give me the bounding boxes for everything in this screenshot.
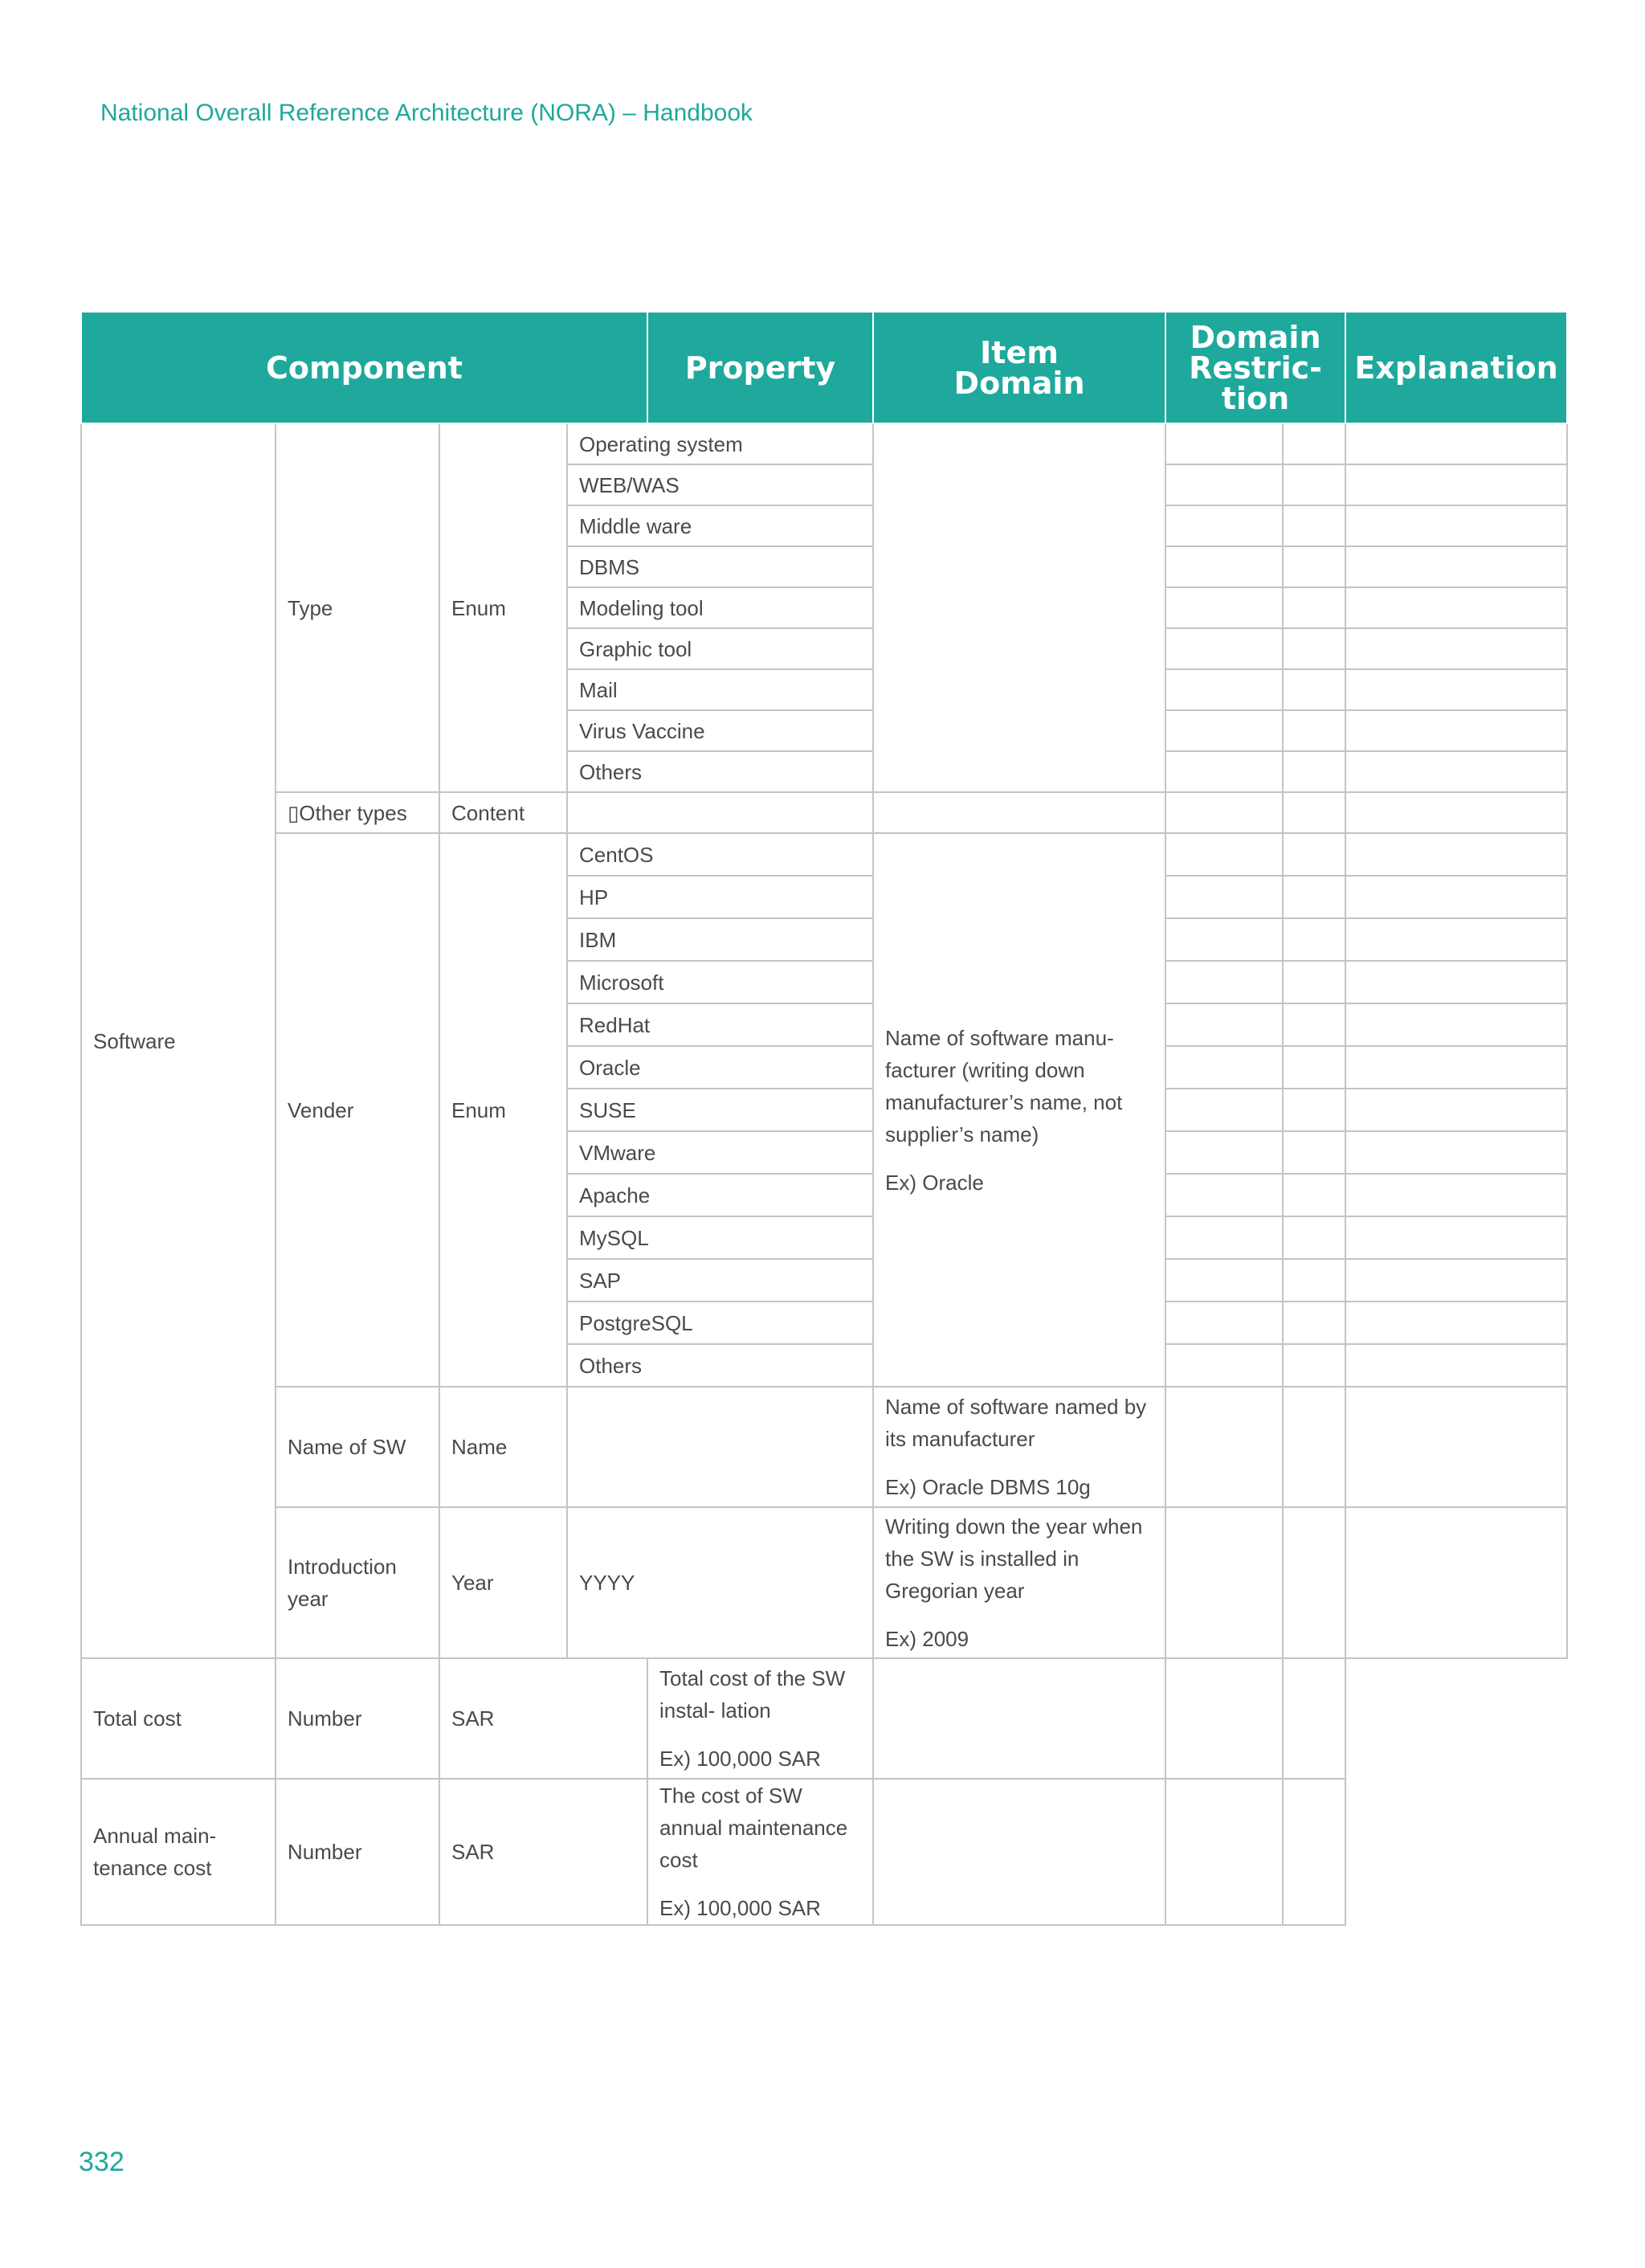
vender-value: SUSE (567, 1089, 873, 1131)
type-value: Middle ware (567, 505, 873, 546)
vender-value: RedHat (567, 1003, 873, 1046)
type-value: Mail (567, 669, 873, 710)
table-row (81, 1658, 1567, 1779)
header-domain-restriction: Domain Restric- tion (1165, 312, 1345, 423)
vender-value: Apache (567, 1174, 873, 1216)
header-item-domain: Item Domain (873, 312, 1165, 423)
vender-value: PostgreSQL (567, 1302, 873, 1344)
table-row (81, 833, 1567, 876)
software-spec-table (80, 311, 1568, 1926)
vender-label: Vender (276, 833, 439, 1387)
vender-value: MySQL (567, 1216, 873, 1259)
component-software: Software (81, 423, 276, 1658)
name-of-sw-explanation: Name of software named by its manufacturer Ex) Oracle DBMS 10g (873, 1387, 1165, 1507)
introduction-year-property: Year (439, 1507, 567, 1658)
other-types-property: Content (439, 792, 567, 833)
header-component: Component (81, 312, 647, 423)
type-value: Others (567, 751, 873, 792)
page-number: 332 (79, 2147, 124, 2177)
introduction-year-label: Introduction year (276, 1507, 439, 1658)
table-row (81, 423, 1567, 464)
vender-value: SAP (567, 1259, 873, 1302)
vender-value: Oracle (567, 1046, 873, 1089)
type-value: Graphic tool (567, 628, 873, 669)
vender-value: VMware (567, 1131, 873, 1174)
name-of-sw-label: Name of SW (276, 1387, 439, 1507)
type-explanation (873, 423, 1165, 792)
name-of-sw-property: Name (439, 1387, 567, 1507)
vender-property: Enum (439, 833, 567, 1387)
annual-maintenance-cost-property: Number (276, 1779, 439, 1925)
table-header-row (81, 312, 1567, 423)
type-property: Enum (439, 423, 567, 792)
total-cost-label: Total cost (81, 1658, 276, 1779)
vender-value: IBM (567, 918, 873, 961)
total-cost-explanation: Total cost of the SW instal- lation Ex) 100,000 SAR (647, 1658, 873, 1779)
type-value: Operating system (567, 423, 873, 464)
vender-value: Microsoft (567, 961, 873, 1003)
type-value: Modeling tool (567, 587, 873, 628)
header-explanation: Explanation (1345, 312, 1567, 423)
table-row (81, 1507, 1567, 1658)
table-row (81, 1779, 1567, 1925)
introduction-year-domain: YYYY (567, 1507, 873, 1658)
type-label: Type (276, 423, 439, 792)
running-head: National Overall Reference Architecture (NORA) – Handbook (100, 100, 753, 126)
vender-explanation: Name of software manu- facturer (writing down manufacturer’s name, not supplier’s name) Ex) Oracle (873, 833, 1165, 1387)
table-row (81, 1387, 1567, 1507)
other-types-label: ▯Other types (276, 792, 439, 833)
introduction-year-explanation: Writing down the year when the SW is installed in Gregorian year Ex) 2009 (873, 1507, 1165, 1658)
vender-value: Others (567, 1344, 873, 1387)
type-value: DBMS (567, 546, 873, 587)
type-value: WEB/WAS (567, 464, 873, 505)
annual-maintenance-cost-explanation: The cost of SW annual maintenance cost Ex) 100,000 SAR (647, 1779, 873, 1925)
vender-value: HP (567, 876, 873, 918)
annual-maintenance-cost-domain: SAR (439, 1779, 647, 1925)
vender-value: CentOS (567, 833, 873, 876)
annual-maintenance-cost-label: Annual main- tenance cost (81, 1779, 276, 1925)
header-property: Property (647, 312, 873, 423)
total-cost-property: Number (276, 1658, 439, 1779)
type-value: Virus Vaccine (567, 710, 873, 751)
table-row (81, 792, 1567, 833)
total-cost-domain: SAR (439, 1658, 647, 1779)
